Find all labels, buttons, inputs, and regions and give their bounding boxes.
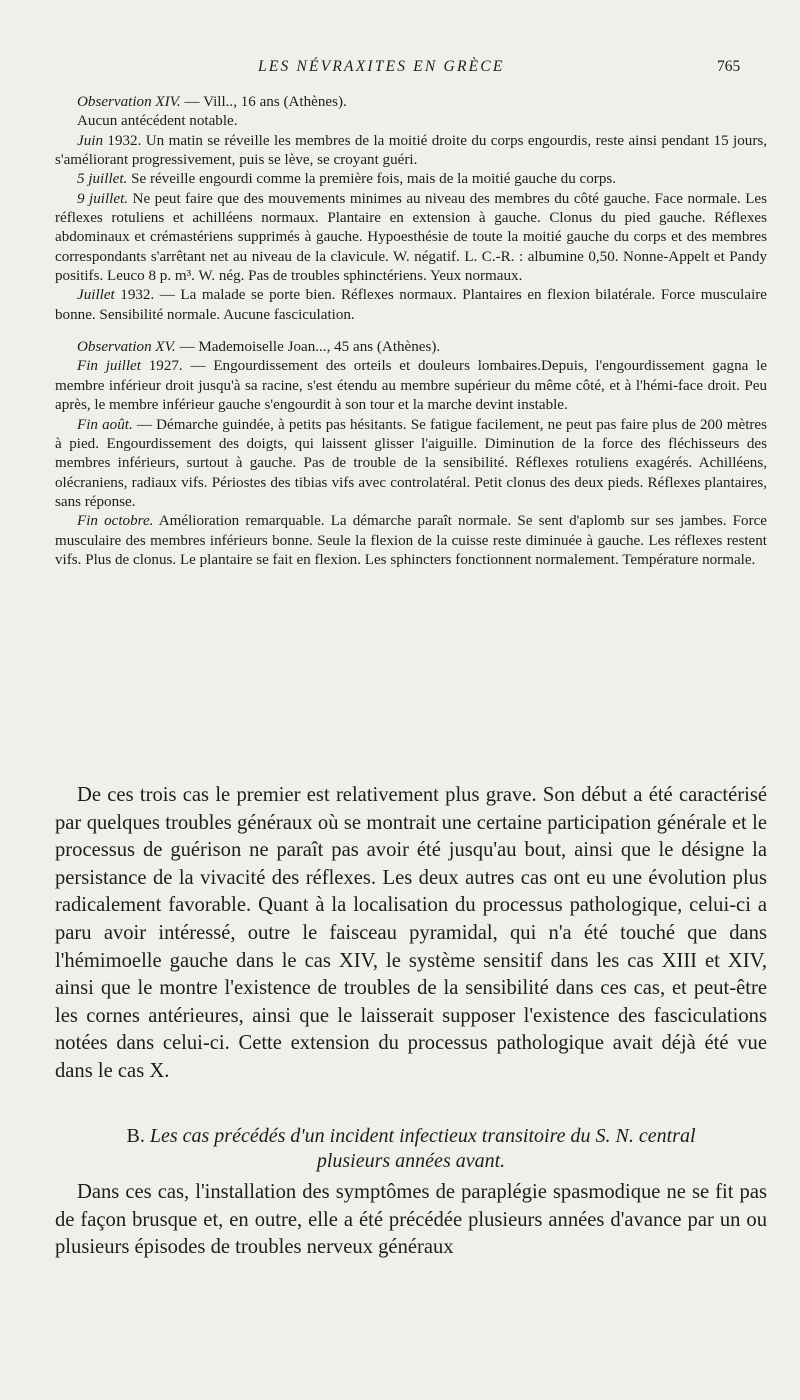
- observation-14-heading: Observation XIV. — Vill.., 16 ans (Athènes).: [77, 94, 347, 110]
- section-title-line-2: plusieurs années avant.: [316, 1150, 506, 1172]
- observation-15-paragraph: Fin juillet 1927. — Engourdissement des orteils et douleurs lombaires.Depuis, l'engourdissement gagna le membre inférieur droit jusqu'à sa racine, s'est étendu au membre supérieur du même côté, et à l'hémi-face droit. Peu après, le membre inférieur gauche s'engourdit à son tour et la marche devint instable.: [55, 358, 767, 414]
- running-title: LES NÉVRAXITES EN GRÈCE: [258, 58, 505, 75]
- observation-14-label: Observation XIV.: [77, 94, 181, 110]
- page-number: 765: [717, 58, 741, 75]
- section-title-line-1: Les cas précédés d'un incident infectieux transitoire du S. N. central: [149, 1125, 696, 1147]
- observation-14-paragraph: 5 juillet. Se réveille engourdi comme la première fois, mais de la moitié gauche du corps.: [77, 171, 617, 188]
- section-paragraph: Dans ces cas, l'installation des symptômes de paraplégie spasmodique ne se fit pas de façon brusque et, en outre, elle a été précédée plusieurs années d'avance par un ou plusieurs épisodes de troubles nerveux généraux: [55, 1181, 767, 1259]
- observation-15-paragraph: Fin octobre. Amélioration remarquable. La démarche paraît normale. Se sent d'aplomb sur ses jambes. Force musculaire des membres inférieurs bonne. Seule la flexion de la cuisse reste diminuée à gauche. Les réflexes restent vifs. Plus de clonus. Le plantaire se fait en flexion. Les sphincters fonctionnent normalement. Température normale.: [55, 513, 767, 568]
- case-observations: [55, 93, 767, 570]
- section-letter: B.: [126, 1125, 145, 1147]
- section-heading: [55, 1124, 767, 1174]
- observation-15-heading: Observation XV. — Mademoiselle Joan..., 45 ans (Athènes).: [77, 339, 441, 356]
- discussion-section: [55, 782, 767, 1086]
- observation-14-paragraph: Juin 1932. Un matin se réveille les membres de la moitié droite du corps engourdis, reste ainsi pendant 15 jours, s'améliorant progressivement, puis se lève, se croyant guéri.: [55, 132, 767, 169]
- observation-14-paragraph: 9 juillet. Ne peut faire que des mouvements minimes au niveau des membres du côté gauche. Face normale. Les réflexes rotuliens et achilléens normaux. Plantaire en extension à gauche. Clonus du pied gauche. Réflexes abdominaux et crémastériens supprimés à gauche. Hypoesthésie de toute la moitié gauche du corps et des membres correspondants s'arrêtant net au niveau de la clavicule. W. négatif. L. C.-R. : albumine 0,50. Nonne-Appelt et Pandy positifs. Leuco 8 p. m³. W. nég. Pas de troubles sphinctériens. Yeux normaux.: [55, 190, 767, 285]
- observation-14-paragraph: Juillet 1932. — La malade se porte bien. Réflexes normaux. Plantaires en flexion bilatérale. Force musculaire bonne. Sensibilité normale. Aucune fasciculation.: [55, 287, 767, 323]
- observation-15-label: Observation XV.: [77, 339, 176, 356]
- section-body: [55, 1179, 767, 1262]
- running-header: [0, 58, 800, 80]
- observation-14-paragraph: Aucun antécédent notable.: [77, 113, 238, 130]
- discussion-paragraph: De ces trois cas le premier est relativement plus grave. Son début a été caractérisé par quelques troubles généraux où se montrait une certaine participation générale et le processus de guérison ne paraît pas avoir été jusqu'au bout, ainsi que le désigne la persistance de la vivacité des réflexes. Les deux autres cas ont eu une évolution plus radicalement favorable. Quant à la localisation du processus pathologique, celui-ci a paru avoir intéressé, outre le faisceau pyramidal, qui n'a été touché que dans l'hémimoelle gauche dans le cas XIV, le système sensitif dans les cas XIII et XIV, ainsi que le montre l'existence de troubles de la sensibilité dans ces cas, et peut-être les cornes antérieures, ainsi que le laisserait supposer l'existence des fasciculations notées dans celui-ci. Cette extension du processus pathologique avait déjà été vue dans le cas X.: [55, 784, 767, 1082]
- observation-15-paragraph: Fin août. — Démarche guindée, à petits pas hésitants. Se fatigue facilement, ne peut pas faire plus de 200 mètres à pied. Engourdissement des doigts, qui laissent glisser l'aiguille. Diminution de la force des fléchisseurs des membres inférieurs, surtout à gauche. Pas de trouble de la sensibilité. Réflexes rotuliens exagérés. Achilléens, olécraniens, radiaux vifs. Périostes des tibias vifs avec controlatéral. Petit clonus des deux pieds. Réflexes plantaires, sans réponse.: [55, 416, 768, 510]
